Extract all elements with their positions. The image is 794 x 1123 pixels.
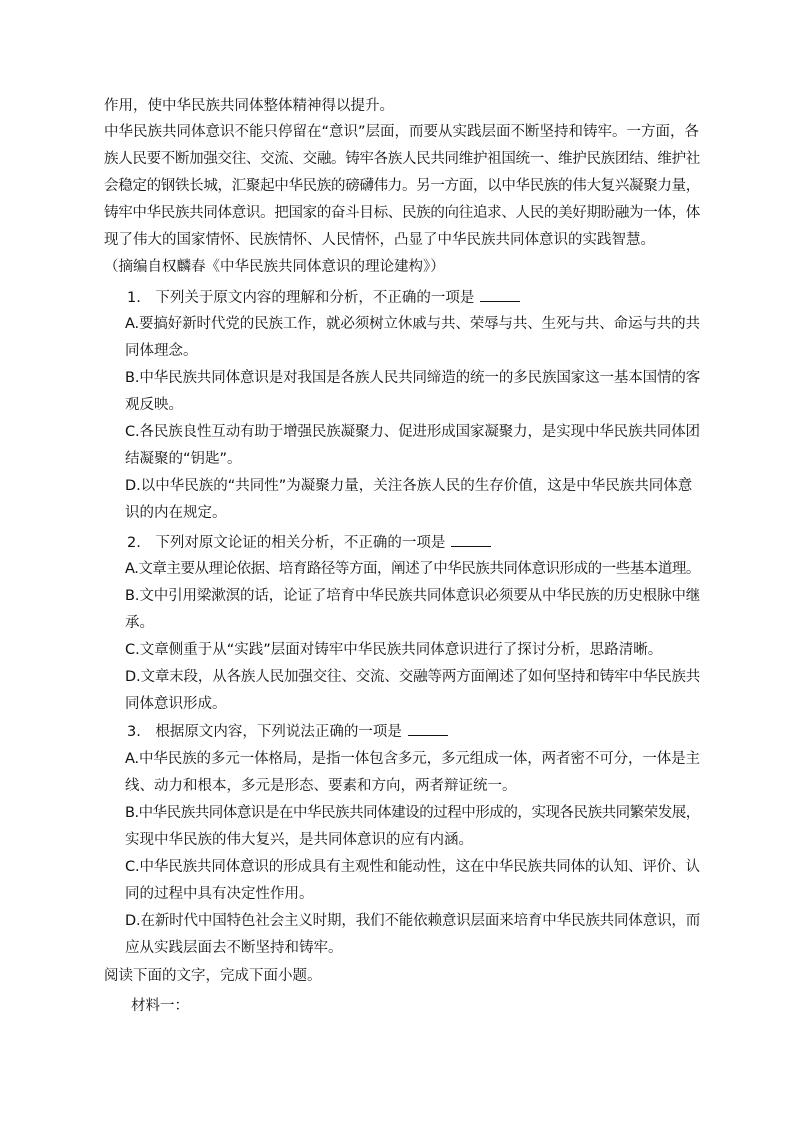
- option-line: 应从实践层面去不断坚持和铸牢。: [125, 940, 343, 956]
- answer-blank[interactable]: [480, 287, 520, 302]
- body-line: 作用，使中华民族共同体整体精神得以提升。: [104, 98, 394, 114]
- body-line: 会稳定的钢铁长城，汇聚起中华民族的磅礴伟力。另一方面，以中华民族的伟大复兴凝聚力量，: [104, 178, 700, 194]
- option-line: D.以中华民族的“共同性”为凝聚力量，关注各族人民的生存价值，这是中华民族共同体意: [125, 478, 693, 494]
- option-line: 同体理念。: [125, 343, 198, 359]
- option-line: 实现中华民族的伟大复兴，是共同体意识的应有内涵。: [125, 832, 473, 848]
- option-line: D.在新时代中国特色社会主义时期，我们不能依赖意识层面来培育中华民族共同体意识，而: [125, 913, 701, 929]
- option-line: 结凝聚的“钥匙”。: [125, 451, 242, 467]
- option-line: 同体意识形成。: [125, 696, 227, 712]
- option-line: A.中华民族的多元一体格局，是指一体包含多元，多元组成一体，两者密不可分，一体是主: [125, 751, 700, 767]
- option-line: 线、动力和根本，多元是形态、要素和方向，两者辩证统一。: [125, 778, 517, 794]
- option-line: B.文中引用梁漱溟的话，论证了培育中华民族共同体意识必须要从中华民族的历史根脉中继: [125, 588, 701, 604]
- option-line: B.中华民族共同体意识是在中华民族共同体建设的过程中形成的，实现各民族共同繁荣发展，: [125, 805, 700, 821]
- material-label: 材料一：: [131, 998, 189, 1014]
- option-line: 识的内在规定。: [125, 505, 227, 521]
- option-line: A.要搞好新时代党的民族工作，就必须树立休戚与共、荣辱与共、生死与共、命运与共的共: [125, 316, 700, 332]
- body-line: 族人民要不断加强交往、交流、交融。铸牢各族人民共同维护祖国统一、维护民族团结、维护社: [104, 151, 700, 167]
- option-line: A.文章主要从理论依据、培育路径等方面，阐述了中华民族共同体意识形成的一些基本道理。: [125, 561, 700, 577]
- body-line: 中华民族共同体意识不能只停留在“意识”层面，而要从实践层面不断坚持和铸牢。一方面，各: [104, 124, 700, 140]
- question-stem-2: [127, 532, 491, 553]
- option-line: 承。: [125, 615, 154, 631]
- option-line: C.各民族良性互动有助于增强民族凝聚力、促进形成国家凝聚力，是实现中华民族共同体团: [125, 424, 700, 440]
- reading-instruction: 阅读下面的文字，完成下面小题。: [104, 968, 322, 984]
- option-line: 观反映。: [125, 397, 183, 413]
- source-citation: （摘编自权麟春《中华民族共同体意识的理论建构》）: [104, 259, 445, 275]
- answer-blank[interactable]: [408, 721, 448, 736]
- body-line: 现了伟大的国家情怀、民族情怀、人民情怀，凸显了中华民族共同体意识的实践智慧。: [104, 232, 655, 248]
- option-line: C.中华民族共同体意识的形成具有主观性和能动性，这在中华民族共同体的认知、评价、认: [125, 859, 700, 875]
- question-stem-text: 3. 根据原文内容，下列说法正确的一项是: [127, 724, 402, 740]
- option-line: B.中华民族共同体意识是对我国是各族人民共同缔造的统一的多民族国家这一基本国情的客: [125, 370, 701, 386]
- question-stem-text: 2. 下列对原文论证的相关分析，不正确的一项是: [127, 535, 446, 551]
- option-line: C.文章侧重于从“实践”层面对铸牢中华民族共同体意识进行了探讨分析，思路清晰。: [125, 642, 663, 658]
- option-line: 同的过程中具有决定性作用。: [125, 886, 314, 902]
- question-stem-3: [127, 721, 448, 742]
- option-line: D.文章末段，从各族人民加强交往、交流、交融等两方面阐述了如何坚持和铸牢中华民族共: [125, 669, 701, 685]
- question-stem-1: [127, 287, 520, 308]
- body-line: 铸牢中华民族共同体意识。把国家的奋斗目标、民族的向往追求、人民的美好期盼融为一体，体: [104, 205, 700, 221]
- question-stem-text: 1. 下列关于原文内容的理解和分析，不正确的一项是: [127, 290, 475, 306]
- answer-blank[interactable]: [451, 532, 491, 547]
